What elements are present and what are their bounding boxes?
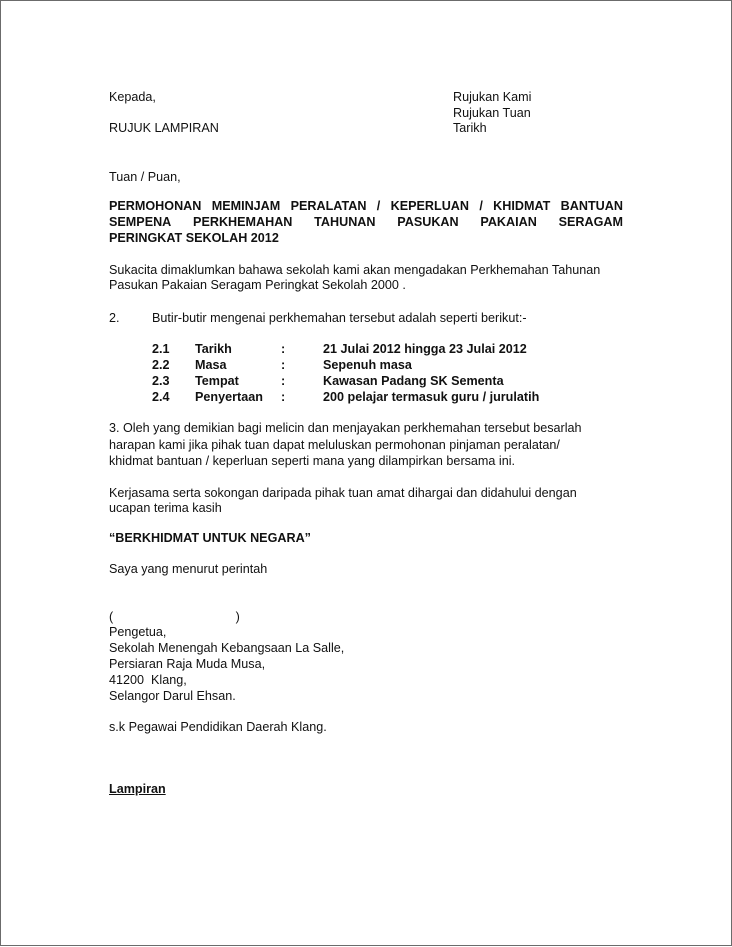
title-word: BANTUAN (560, 199, 623, 213)
closing-paragraph-line: ucapan terima kasih (109, 501, 222, 515)
detail-value: Sepenuh masa (323, 358, 412, 372)
attachment-heading: Lampiran (109, 782, 166, 796)
title-word: TAHUNAN (314, 215, 376, 229)
intro-paragraph-line: Pasukan Pakaian Seragam Peringkat Sekolah 2000 . (109, 278, 406, 292)
detail-label: Masa (195, 358, 227, 372)
detail-colon: : (281, 390, 286, 404)
title-word: / (376, 199, 381, 213)
date-label: Tarikh (453, 121, 487, 135)
detail-colon: : (281, 358, 286, 372)
sender-title: Pengetua, (109, 625, 167, 639)
detail-number: 2.1 (152, 342, 170, 356)
title-word: SEMPENA (109, 215, 172, 229)
detail-number: 2.2 (152, 358, 170, 372)
title-word: PERKHEMAHAN (193, 215, 293, 229)
detail-value: 200 pelajar termasuk guru / jurulatih (323, 390, 540, 404)
title-word: KHIDMAT (493, 199, 551, 213)
title-word: SERAGAM (558, 215, 623, 229)
motto: “BERKHIDMAT UNTUK NEGARA” (109, 531, 311, 545)
letter-title-line-3: PERINGKAT SEKOLAH 2012 (109, 231, 279, 245)
letter-title-line-1 (109, 198, 623, 214)
title-word: / (479, 199, 483, 213)
title-word: PAKAIAN (480, 215, 537, 229)
title-word: PERALATAN (290, 199, 367, 213)
carbon-copy-line: s.k Pegawai Pendidikan Daerah Klang. (109, 720, 327, 734)
sender-state: Selangor Darul Ehsan. (109, 689, 236, 703)
recipient-label: Kepada, (109, 90, 156, 104)
title-word: MEMINJAM (211, 199, 281, 213)
sender-school: Sekolah Menengah Kebangsaan La Salle, (109, 641, 345, 655)
recipient-reference: RUJUK LAMPIRAN (109, 121, 219, 135)
signature-bracket: ( ) (109, 610, 240, 624)
detail-label: Tempat (195, 374, 239, 388)
closing-paragraph-line: Kerjasama serta sokongan daripada pihak tuan amat dihargai dan didahului dengan (109, 486, 577, 500)
detail-value: Kawasan Padang SK Sementa (323, 374, 504, 388)
section-2-text: Butir-butir mengenai perkhemahan tersebut adalah seperti berikut:- (152, 311, 527, 325)
detail-colon: : (281, 342, 286, 356)
detail-number: 2.3 (152, 374, 170, 388)
section-3-line: harapan kami jika pihak tuan dapat meluluskan permohonan pinjaman peralatan/ (109, 438, 560, 452)
detail-label: Penyertaan (195, 390, 263, 404)
title-word: PASUKAN (397, 215, 459, 229)
sign-off: Saya yang menurut perintah (109, 562, 268, 576)
title-word: PERMOHONAN (109, 199, 202, 213)
detail-number: 2.4 (152, 390, 170, 404)
letter-title-line-2 (109, 214, 623, 230)
salutation: Tuan / Puan, (109, 170, 181, 184)
section-3-line: khidmat bantuan / keperluan seperti mana yang dilampirkan bersama ini. (109, 454, 516, 468)
sender-street: Persiaran Raja Muda Musa, (109, 657, 266, 671)
detail-value: 21 Julai 2012 hingga 23 Julai 2012 (323, 342, 527, 356)
reference-ours-label: Rujukan Kami (453, 90, 532, 104)
detail-colon: : (281, 374, 286, 388)
intro-paragraph-line: Sukacita dimaklumkan bahawa sekolah kami akan mengadakan Perkhemahan Tahunan (109, 263, 601, 277)
section-3-line: 3. Oleh yang demikian bagi melicin dan menjayakan perkhemahan tersebut besarlah (109, 421, 582, 435)
title-word: KEPERLUAN (390, 199, 469, 213)
section-2-number: 2. (109, 311, 120, 325)
detail-label: Tarikh (195, 342, 232, 356)
reference-yours-label: Rujukan Tuan (453, 106, 531, 120)
sender-city: 41200 Klang, (109, 673, 187, 687)
